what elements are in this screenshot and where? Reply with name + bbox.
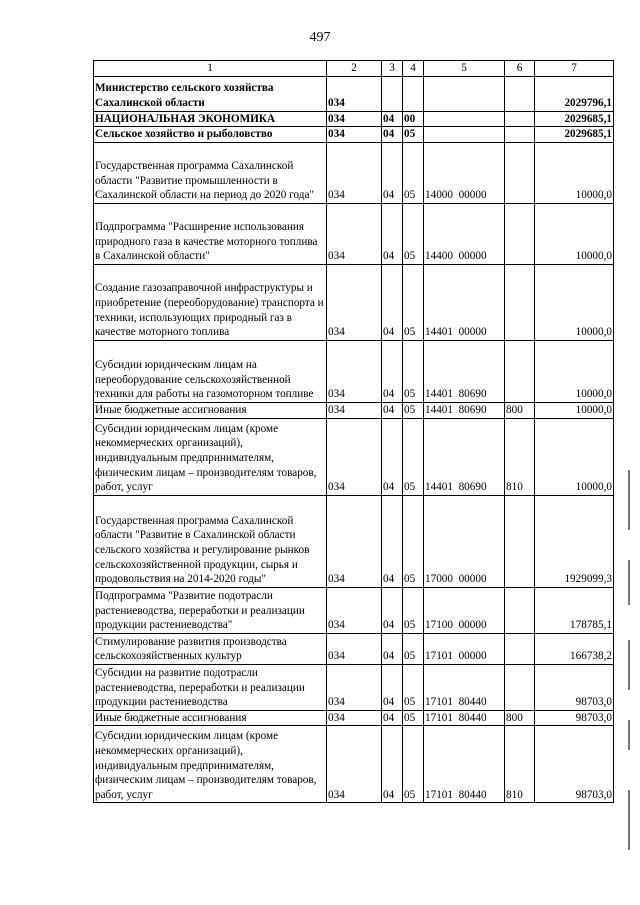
cell-c4: 05 — [403, 264, 424, 340]
cell-c5: 14400 00000 — [424, 203, 505, 264]
cell-c3: 04 — [382, 495, 403, 587]
cell-c7: 10000,0 — [535, 340, 614, 402]
cell-c4: 05 — [403, 664, 424, 710]
table-row — [94, 111, 614, 127]
cell-c5: 14401 80690 — [424, 402, 505, 418]
cell-c7: 166738,2 — [535, 633, 614, 664]
scan-margin-mark — [628, 790, 630, 850]
cell-c3: 04 — [382, 726, 403, 803]
scan-margin-mark — [628, 720, 630, 750]
scan-margin-mark — [628, 640, 630, 690]
cell-c6 — [505, 264, 535, 340]
cell-c3: 04 — [382, 264, 403, 340]
cell-c7: 98703,0 — [535, 664, 614, 710]
table-row — [94, 340, 614, 402]
cell-c5: 14401 00000 — [424, 264, 505, 340]
cell-c5: 17101 00000 — [424, 633, 505, 664]
scan-margin-mark — [628, 560, 630, 605]
cell-c6: 800 — [505, 402, 535, 418]
cell-c7: 10000,0 — [535, 142, 614, 203]
cell-c2: 034 — [327, 402, 382, 418]
table-row — [94, 664, 614, 710]
cell-c1: Государственная программа Сахалинской области "Развитие промышленности в Сахалинской области на период до 2020 года" — [94, 142, 327, 203]
table-row — [94, 710, 614, 726]
cell-c7: 178785,1 — [535, 587, 614, 633]
cell-c4 — [403, 76, 424, 111]
cell-c5: 17101 80440 — [424, 664, 505, 710]
cell-c7: 1929099,3 — [535, 495, 614, 587]
header-cell: 1 — [94, 61, 327, 77]
cell-c4: 05 — [403, 726, 424, 803]
cell-c3: 04 — [382, 142, 403, 203]
cell-c1: Субсидии юридическим лицам (кроме некоммерческих организаций), индивидуальным предпринимателям, физическим лицам – производителям товаров, работ, услуг — [94, 418, 327, 495]
cell-c1: Субсидии юридическим лицам на переоборудование сельскохозяйственной техники для работы на газомоторном топливе — [94, 340, 327, 402]
header-cell: 6 — [505, 61, 535, 77]
cell-c2: 034 — [327, 142, 382, 203]
cell-c4: 05 — [403, 495, 424, 587]
cell-c6: 810 — [505, 418, 535, 495]
cell-c4: 05 — [403, 203, 424, 264]
cell-c1: Субсидии на развитие подотрасли растениеводства, переработки и реализации продукции растениеводства — [94, 664, 327, 710]
cell-c4: 05 — [403, 633, 424, 664]
cell-c3: 04 — [382, 127, 403, 143]
cell-c5: 14000 00000 — [424, 142, 505, 203]
budget-table — [93, 60, 614, 803]
cell-c5 — [424, 127, 505, 143]
table-row — [94, 76, 614, 111]
header-cell: 3 — [382, 61, 403, 77]
cell-c2: 034 — [327, 633, 382, 664]
table-row — [94, 495, 614, 587]
table-row — [94, 587, 614, 633]
table-row — [94, 402, 614, 418]
cell-c4: 05 — [403, 340, 424, 402]
cell-c5: 17101 80440 — [424, 726, 505, 803]
cell-c7: 10000,0 — [535, 264, 614, 340]
table-row — [94, 127, 614, 143]
header-cell: 7 — [535, 61, 614, 77]
cell-c4: 05 — [403, 587, 424, 633]
cell-c6 — [505, 340, 535, 402]
cell-c6 — [505, 203, 535, 264]
table-row — [94, 142, 614, 203]
cell-c6 — [505, 664, 535, 710]
table-row — [94, 203, 614, 264]
cell-c2: 034 — [327, 76, 382, 111]
cell-c1: НАЦИОНАЛЬНАЯ ЭКОНОМИКА — [94, 111, 327, 127]
cell-c6 — [505, 76, 535, 111]
cell-c6: 800 — [505, 710, 535, 726]
cell-c2: 034 — [327, 111, 382, 127]
cell-c7: 10000,0 — [535, 418, 614, 495]
cell-c3: 04 — [382, 710, 403, 726]
cell-c3: 04 — [382, 633, 403, 664]
cell-c3: 04 — [382, 587, 403, 633]
cell-c4: 00 — [403, 111, 424, 127]
cell-c4: 05 — [403, 710, 424, 726]
cell-c2: 034 — [327, 418, 382, 495]
cell-c4: 05 — [403, 142, 424, 203]
cell-c6 — [505, 111, 535, 127]
cell-c7: 2029685,1 — [535, 127, 614, 143]
cell-c1: Министерство сельского хозяйства Сахалинской области — [94, 76, 327, 111]
cell-c4: 05 — [403, 418, 424, 495]
header-cell: 2 — [327, 61, 382, 77]
header-cell: 4 — [403, 61, 424, 77]
cell-c6 — [505, 633, 535, 664]
cell-c3: 04 — [382, 418, 403, 495]
cell-c2: 034 — [327, 264, 382, 340]
cell-c1: Стимулирование развития производства сельскохозяйственных культур — [94, 633, 327, 664]
cell-c2: 034 — [327, 587, 382, 633]
cell-c7: 10000,0 — [535, 203, 614, 264]
cell-c5 — [424, 111, 505, 127]
cell-c3: 04 — [382, 340, 403, 402]
cell-c6: 810 — [505, 726, 535, 803]
cell-c6 — [505, 127, 535, 143]
cell-c3 — [382, 76, 403, 111]
table-row — [94, 633, 614, 664]
cell-c3: 04 — [382, 111, 403, 127]
table-row — [94, 264, 614, 340]
table-header-row — [94, 61, 614, 77]
table-row — [94, 418, 614, 495]
cell-c5: 17000 00000 — [424, 495, 505, 587]
cell-c6 — [505, 142, 535, 203]
scan-margin-mark — [628, 470, 630, 530]
header-cell: 5 — [424, 61, 505, 77]
cell-c7: 98703,0 — [535, 710, 614, 726]
cell-c2: 034 — [327, 710, 382, 726]
cell-c4: 05 — [403, 127, 424, 143]
cell-c1: Создание газозаправочной инфраструктуры и приобретение (переоборудование) транспорта и техники, использующих природный газ в качестве моторного топлива — [94, 264, 327, 340]
cell-c1: Подпрограмма "Развитие подотрасли растениеводства, переработки и реализации продукции растениеводства" — [94, 587, 327, 633]
cell-c7: 98703,0 — [535, 726, 614, 803]
cell-c2: 034 — [327, 340, 382, 402]
cell-c2: 034 — [327, 127, 382, 143]
cell-c3: 04 — [382, 203, 403, 264]
cell-c1: Субсидии юридическим лицам (кроме некоммерческих организаций), индивидуальным предпринимателям, физическим лицам – производителям товаров, работ, услуг — [94, 726, 327, 803]
cell-c7: 10000,0 — [535, 402, 614, 418]
cell-c2: 034 — [327, 726, 382, 803]
cell-c5 — [424, 76, 505, 111]
cell-c1: Иные бюджетные ассигнования — [94, 402, 327, 418]
cell-c6 — [505, 587, 535, 633]
cell-c5: 14401 80690 — [424, 340, 505, 402]
cell-c7: 2029796,1 — [535, 76, 614, 111]
cell-c6 — [505, 495, 535, 587]
cell-c1: Государственная программа Сахалинской области "Развитие в Сахалинской области сельского хозяйства и регулирование рынков сельскохозяйственной продукции, сырья и продовольствия на 2014-2020 годы" — [94, 495, 327, 587]
cell-c3: 04 — [382, 664, 403, 710]
cell-c1: Иные бюджетные ассигнования — [94, 710, 327, 726]
cell-c5: 17100 00000 — [424, 587, 505, 633]
cell-c2: 034 — [327, 203, 382, 264]
page-number: 497 — [309, 30, 331, 45]
cell-c4: 05 — [403, 402, 424, 418]
cell-c2: 034 — [327, 495, 382, 587]
cell-c7: 2029685,1 — [535, 111, 614, 127]
cell-c3: 04 — [382, 402, 403, 418]
cell-c5: 14401 80690 — [424, 418, 505, 495]
cell-c1: Сельское хозяйство и рыболовство — [94, 127, 327, 143]
table-row — [94, 726, 614, 803]
cell-c2: 034 — [327, 664, 382, 710]
cell-c1: Подпрограмма "Расширение использования природного газа в качестве моторного топлива в Сахалинской области" — [94, 203, 327, 264]
cell-c5: 17101 80440 — [424, 710, 505, 726]
